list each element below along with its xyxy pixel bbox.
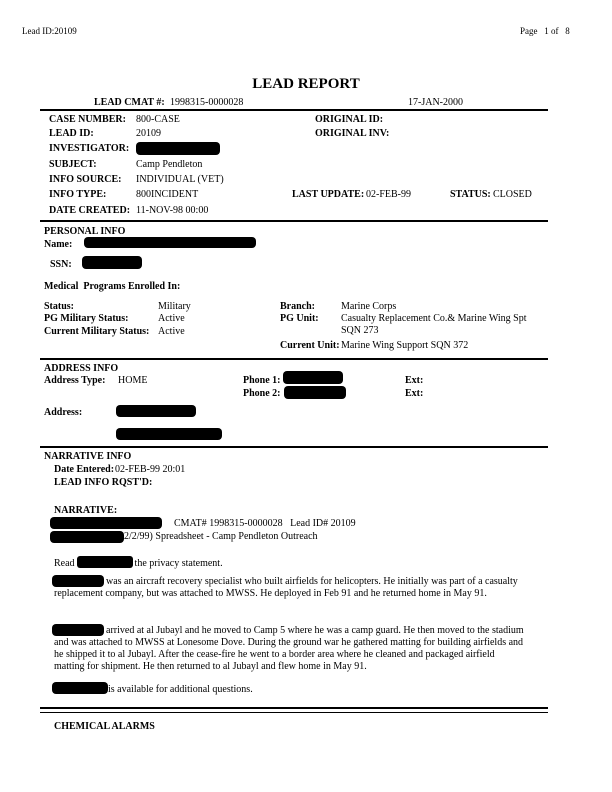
current-unit-value: Marine Wing Support SQN 372 [341, 340, 469, 351]
address-type-label: Address Type: [44, 375, 106, 386]
date-entered-label: Date Entered: [54, 464, 115, 475]
lead-id-value: 20109 [136, 128, 161, 139]
status-label: STATUS: [450, 189, 491, 200]
divider-narrative [40, 446, 548, 448]
current-unit-label: Current Unit: [280, 340, 340, 351]
personal-heading: PERSONAL INFO [44, 226, 126, 237]
last-update-label: LAST UPDATE: [292, 189, 365, 200]
report-date: 17-JAN-2000 [408, 97, 463, 108]
pg-unit-value-line1: Casualty Replacement Co.& Marine Wing Spt [341, 313, 527, 324]
lead-cmat-value: 1998315-0000028 [170, 97, 244, 108]
branch-value: Marine Corps [341, 301, 397, 312]
pg-unit-label: PG Unit: [280, 313, 319, 324]
phone1-label: Phone 1: [243, 375, 281, 386]
address-line2-redaction [116, 428, 222, 440]
lead-info-rqstd-label: LEAD INFO RQST'D: [54, 477, 153, 488]
ssn-redaction [82, 256, 142, 269]
current-military-status-label: Current Military Status: [44, 326, 150, 337]
branch-label: Branch: [280, 301, 315, 312]
phone1-redaction [283, 371, 343, 384]
subject-label: SUBJECT: [49, 159, 97, 170]
last-update-value: 02-FEB-99 [366, 189, 411, 200]
privacy-line-pre: Read [54, 558, 75, 569]
narrative-paragraph-2: arrived at al Jubayl and he moved to Camp 5 where he was a camp guard. He then moved to the stadium and was attached to MWSS at Lonesome Dove. During the ground war he gathered matting for building airfields and he shipped it to al Jubayl. After the cease-fire he went to a border area where he cleaned and packaged airfield matting for shipment. He then returned to al Jubayl and flew home in May 91. [54, 625, 524, 672]
current-military-status-value: Active [158, 326, 185, 337]
name-redaction [84, 237, 256, 248]
ext2-label: Ext: [405, 388, 424, 399]
original-id-label: ORIGINAL ID: [315, 114, 384, 125]
address-line1-redaction [116, 405, 196, 417]
divider-address [40, 358, 548, 360]
info-type-label: INFO TYPE: [49, 189, 107, 200]
header-page-number: Page 1 of 8 [520, 26, 570, 36]
lead-cmat-label: LEAD CMAT #: [94, 97, 165, 108]
investigator-label: INVESTIGATOR: [49, 143, 130, 154]
mil-status-value: Military [158, 301, 191, 312]
phone2-label: Phone 2: [243, 388, 281, 399]
divider-chemical-2 [40, 712, 548, 713]
page-title: LEAD REPORT [252, 76, 360, 92]
pg-military-status-label: PG Military Status: [44, 313, 129, 324]
narrative-heading: NARRATIVE INFO [44, 451, 132, 462]
narrative-redaction-2 [50, 531, 124, 543]
date-created-value: 11-NOV-98 00:00 [136, 205, 209, 216]
address-heading: ADDRESS INFO [44, 363, 119, 374]
investigator-redaction [136, 142, 220, 155]
date-created-label: DATE CREATED: [49, 205, 131, 216]
narrative-paragraph-3: is available for additional questions. [108, 684, 253, 695]
divider-top [40, 109, 548, 111]
privacy-redaction [77, 556, 133, 568]
subject-value: Camp Pendleton [136, 159, 203, 170]
original-inv-label: ORIGINAL INV: [315, 128, 390, 139]
info-source-value: INDIVIDUAL (VET) [136, 174, 224, 185]
privacy-line [54, 556, 223, 569]
status-value: CLOSED [493, 189, 532, 200]
ssn-label: SSN: [50, 259, 72, 270]
address-type-value: HOME [118, 375, 148, 386]
name-label: Name: [44, 239, 73, 250]
divider-personal [40, 220, 548, 222]
pg-military-status-value: Active [158, 313, 185, 324]
header-lead-id: Lead ID:20109 [22, 26, 77, 36]
lead-id-label: LEAD ID: [49, 128, 94, 139]
ext1-label: Ext: [405, 375, 424, 386]
info-type-value: 800INCIDENT [136, 189, 199, 200]
mil-status-label: Status: [44, 301, 75, 312]
case-number-label: CASE NUMBER: [49, 114, 126, 125]
narrative-spreadsheet-line: 2/2/99) Spreadsheet - Camp Pendleton Outreach [124, 531, 318, 542]
info-source-label: INFO SOURCE: [49, 174, 122, 185]
narrative-redaction-1 [50, 517, 162, 529]
chemical-alarms-heading: CHEMICAL ALARMS [54, 721, 155, 732]
narrative-cmat-line: CMAT# 1998315-0000028 Lead ID# 20109 [174, 518, 356, 529]
phone2-redaction [284, 386, 346, 399]
divider-chemical-1 [40, 707, 548, 709]
privacy-line-post: the privacy statement. [134, 558, 223, 569]
case-number-value: 800-CASE [136, 114, 180, 125]
address-label: Address: [44, 407, 83, 418]
narrative-paragraph-1: was an aircraft recovery specialist who built airfields for helicopters. He initially was part of a casualty replacement company, but was attached to MWSS. He deployed in Feb 91 and he returned home in May 91. [54, 576, 518, 599]
medical-programs-label: Medical Programs Enrolled In: [44, 281, 181, 292]
date-entered-value: 02-FEB-99 20:01 [115, 464, 186, 475]
pg-unit-value-line2: SQN 273 [341, 325, 379, 336]
narrative-label: NARRATIVE: [54, 505, 118, 516]
